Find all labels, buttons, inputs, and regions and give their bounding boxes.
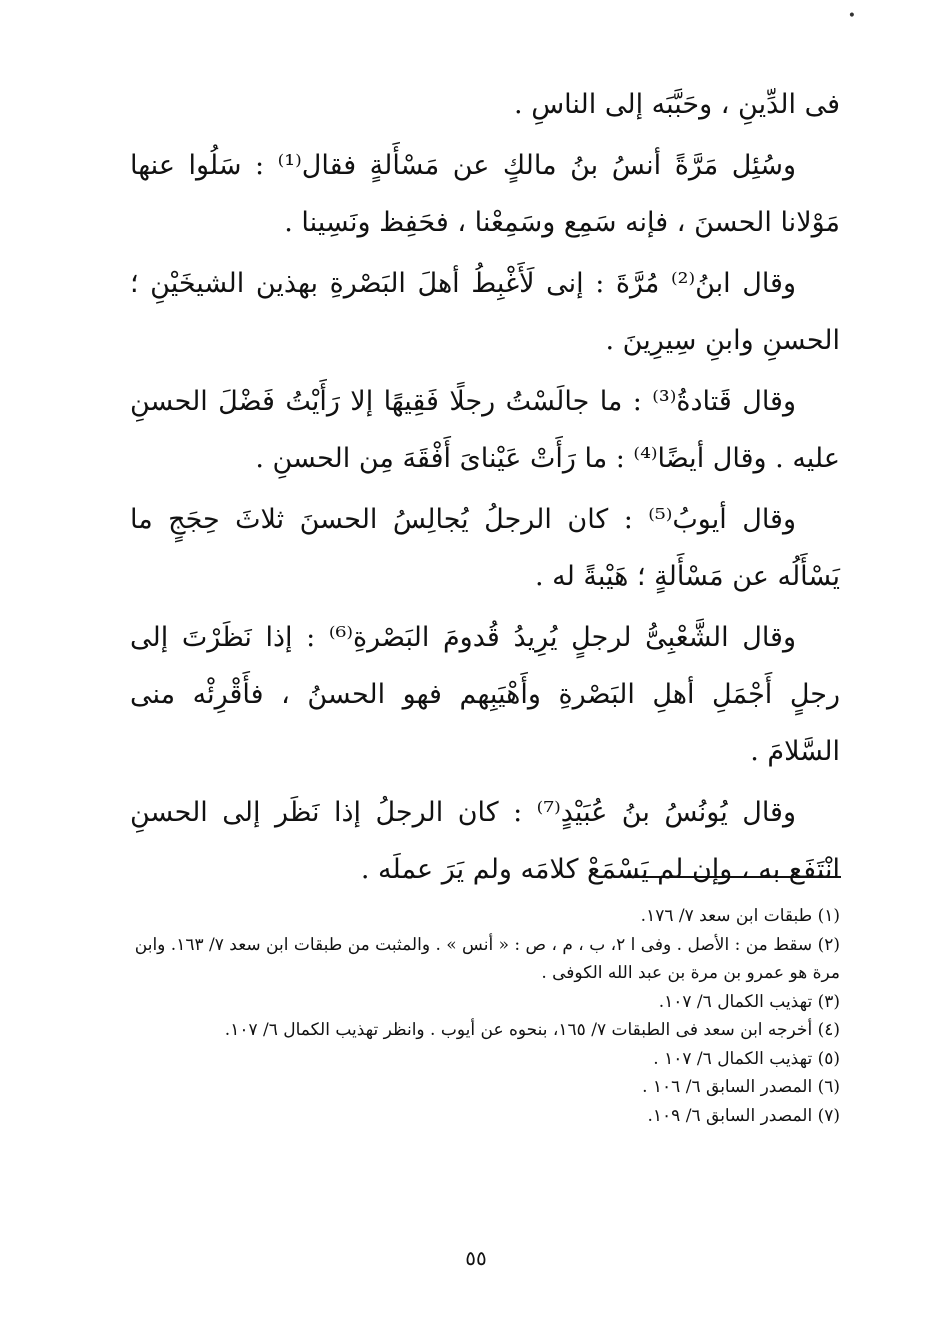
footnote-7: (٧) المصدر السابق ٦/ ١٠٩. (647, 1105, 840, 1126)
paragraph-6: وقال الشَّعْبِىُّ لرجلٍ يُرِيدُ قُدومَ البَصْرةِ⁽⁶⁾ : إذا نَظَرْتَ إلى رجلٍ أَجْمَلِ أهلِ البَصْرةِ وأَهْيَبِهم فهو الحسنُ ، فأَقْرِئْه منى السَّلامَ . (130, 622, 840, 767)
footnote-2: (٢) سقط من : الأصل . وفى ا ٢، ب ، م ، ص : « أنس » . والمثبت من طبقات ابن سعد ٧/ ١٦٣. وابن مرة هو عمرو بن مرة بن عبد الله الكوفى . (134, 934, 840, 983)
paragraph-4: وقال قَتادةُ⁽³⁾ : ما جالَسْتُ رجلًا فَقِيهًا إلا رَأَيْتُ فَضْلَ الحسنِ عليه . وقال أيضًا⁽⁴⁾ : ما رَأَتْ عَيْناىَ أَفْقَهَ مِن الحسنِ . (130, 386, 840, 474)
corner-mark: • (847, 8, 856, 24)
footnotes (130, 902, 840, 1130)
footnote-4: (٤) أخرجه ابن سعد فى الطبقات ٧/ ١٦٥، بنحوه عن أيوب . وانظر تهذيب الكمال ٦/ ١٠٧. (224, 1020, 840, 1040)
paragraph-1: فى الدِّينِ ، وحَبَّبَه إلى الناسِ . (514, 89, 840, 120)
main-text (130, 76, 840, 902)
footnote-6: (٦) المصدر السابق ٦/ ١٠٦ . (642, 1077, 840, 1097)
footnote-1: (١) طبقات ابن سعد ٧/ ١٧٦. (640, 906, 840, 926)
page-number: ٥٥ (465, 1246, 487, 1270)
footnote-3: (٣) تهذيب الكمال ٦/ ١٠٧. (658, 991, 840, 1012)
footnote-separator (628, 876, 841, 878)
paragraph-7: وقال يُونُسُ بنُ عُبَيْدٍ⁽⁷⁾ : كان الرجلُ إذا نَظَر إلى الحسنِ انْتَفَع به ، وإن لم يَسْمَعْ كلامَه ولم يَرَ عملَه . (130, 797, 840, 885)
paragraph-5: وقال أيوبُ⁽⁵⁾ : كان الرجلُ يُجالِسُ الحسنَ ثلاثَ حِجَجٍ ما يَسْأَلُه عن مَسْأَلةٍ ؛ هَيْبةً له . (130, 504, 840, 592)
paragraph-2: وسُئِل مَرَّةً أنسُ بنُ مالكٍ عن مَسْأَلةٍ فقال⁽¹⁾ : سَلُوا عنها مَوْلانا الحسنَ ، فإنه سَمِع وسَمِعْنا ، فحَفِظ ونَسِينا . (130, 150, 840, 238)
footnote-5: (٥) تهذيب الكمال ٦/ ١٠٧ . (653, 1048, 840, 1069)
paragraph-3: وقال ابنُ⁽²⁾ مُرَّةَ : إنى لَأَغْبِطُ أهلَ البَصْرةِ بهذين الشيخَيْنِ ؛ الحسنِ وابنِ سِيرِينَ . (130, 268, 840, 356)
